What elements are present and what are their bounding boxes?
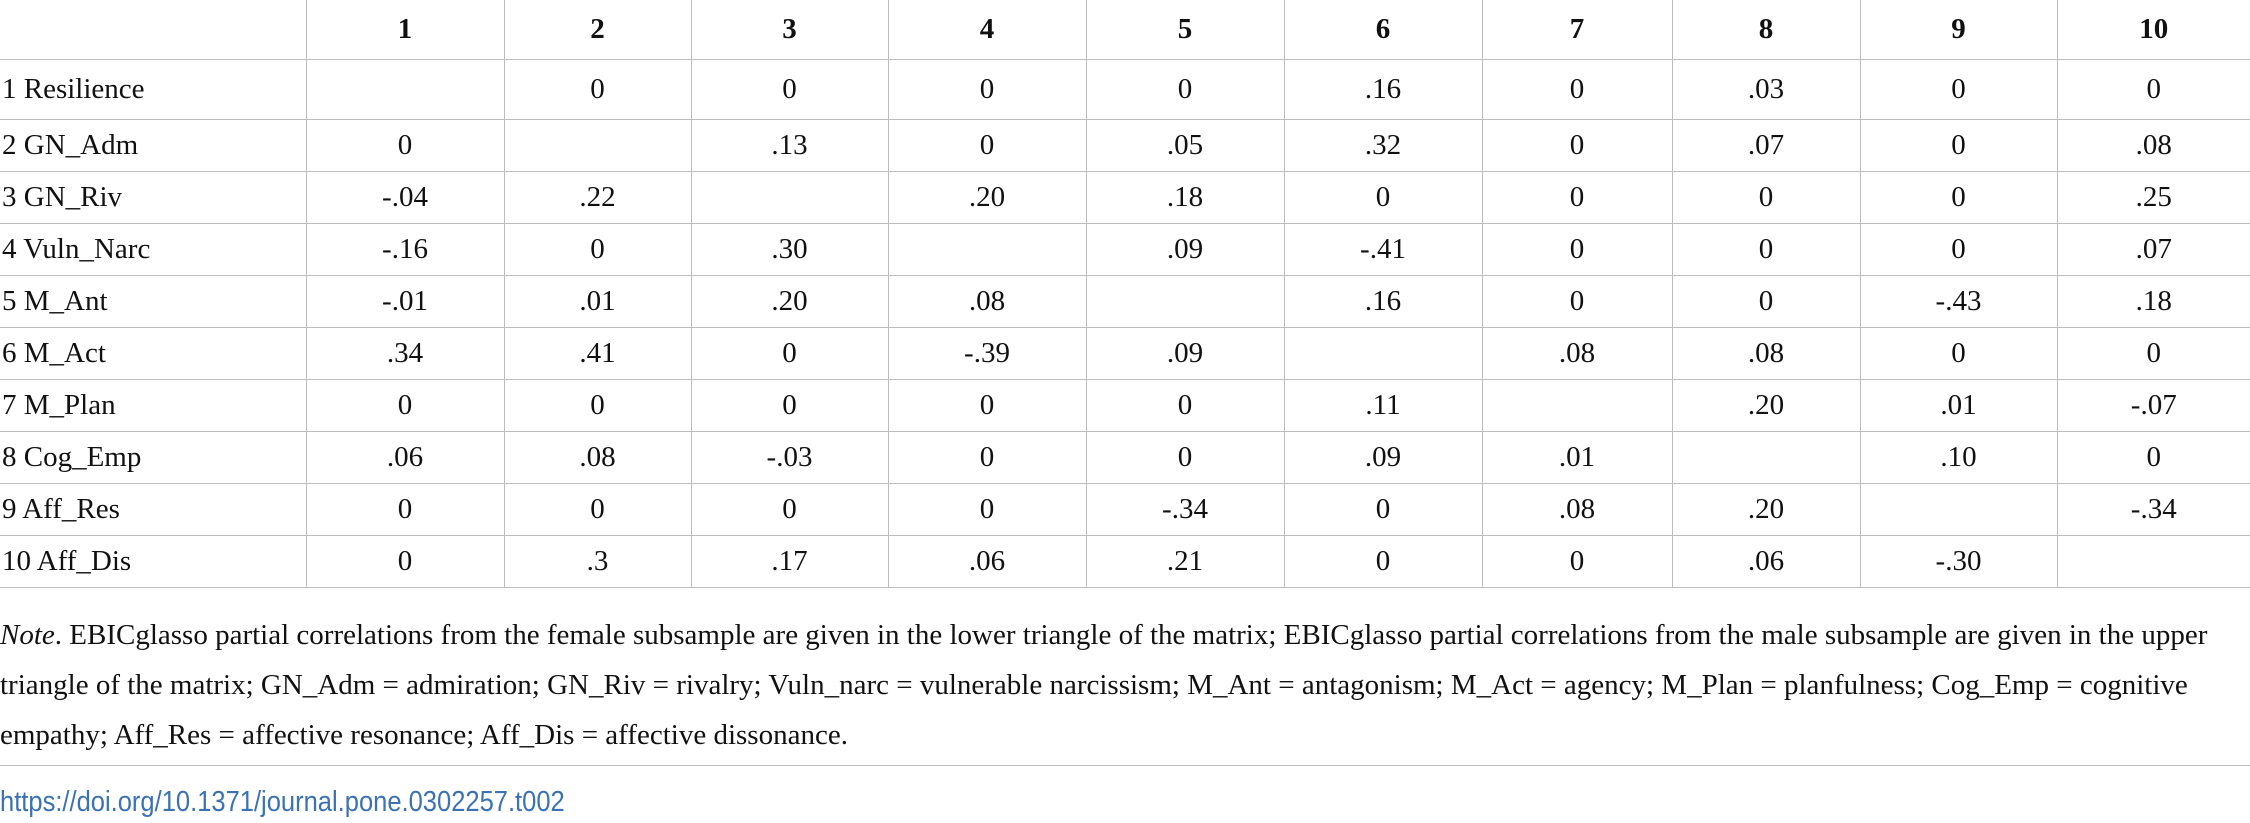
- table-row: [0, 172, 2250, 224]
- table-cell: .20: [691, 276, 888, 328]
- table-cell: 0: [1284, 172, 1482, 224]
- table-cell: 0: [504, 484, 691, 536]
- table-cell: 0: [1860, 60, 2057, 120]
- table-cell: .08: [1482, 328, 1672, 380]
- table-cell: 0: [1482, 276, 1672, 328]
- column-header: 3: [691, 0, 888, 60]
- row-label: 2 GN_Adm: [0, 120, 306, 172]
- table-cell: .03: [1672, 60, 1860, 120]
- table-cell: .34: [306, 328, 504, 380]
- table-cell: 0: [888, 60, 1086, 120]
- table-cell: .20: [888, 172, 1086, 224]
- row-label: 1 Resilience: [0, 60, 306, 120]
- table-cell: -.34: [2057, 484, 2250, 536]
- row-label: 8 Cog_Emp: [0, 432, 306, 484]
- table-cell: 0: [306, 536, 504, 588]
- table-cell: [1482, 380, 1672, 432]
- table-cell: .17: [691, 536, 888, 588]
- table-cell: .01: [1860, 380, 2057, 432]
- table-row: [0, 328, 2250, 380]
- table-cell: -.16: [306, 224, 504, 276]
- table-cell: 0: [1482, 224, 1672, 276]
- table-cell: 0: [2057, 432, 2250, 484]
- table-row: [0, 120, 2250, 172]
- table-cell: 0: [888, 380, 1086, 432]
- table-cell: .10: [1860, 432, 2057, 484]
- table-cell: .08: [504, 432, 691, 484]
- column-header: 9: [1860, 0, 2057, 60]
- table-cell: .22: [504, 172, 691, 224]
- table-cell: -.04: [306, 172, 504, 224]
- table-cell: [504, 120, 691, 172]
- row-label: 5 M_Ant: [0, 276, 306, 328]
- table-cell: .06: [888, 536, 1086, 588]
- row-label: 7 M_Plan: [0, 380, 306, 432]
- table-cell: .01: [1482, 432, 1672, 484]
- note-lead: Note: [0, 619, 55, 651]
- table-cell: [1672, 432, 1860, 484]
- table-cell: -.34: [1086, 484, 1284, 536]
- table-cell: -.43: [1860, 276, 2057, 328]
- table-cell: [306, 60, 504, 120]
- table-cell: 0: [1482, 120, 1672, 172]
- table-cell: 0: [2057, 60, 2250, 120]
- table-cell: -.39: [888, 328, 1086, 380]
- column-header: 4: [888, 0, 1086, 60]
- row-label: 4 Vuln_Narc: [0, 224, 306, 276]
- corner-cell: [0, 0, 306, 60]
- table-cell: .06: [306, 432, 504, 484]
- table-cell: -.41: [1284, 224, 1482, 276]
- table-cell: .07: [2057, 224, 2250, 276]
- table-cell: .08: [1672, 328, 1860, 380]
- table-row: [0, 432, 2250, 484]
- table-row: [0, 60, 2250, 120]
- column-header: 2: [504, 0, 691, 60]
- row-label: 6 M_Act: [0, 328, 306, 380]
- row-label: 9 Aff_Res: [0, 484, 306, 536]
- table-row: [0, 536, 2250, 588]
- table-cell: .18: [1086, 172, 1284, 224]
- table-cell: .06: [1672, 536, 1860, 588]
- table-cell: .09: [1086, 328, 1284, 380]
- column-header: 1: [306, 0, 504, 60]
- table-cell: .20: [1672, 380, 1860, 432]
- doi-link[interactable]: https://doi.org/10.1371/journal.pone.0302257.t002: [0, 786, 565, 818]
- table-cell: 0: [306, 484, 504, 536]
- table-cell: 0: [1860, 120, 2057, 172]
- table-cell: .32: [1284, 120, 1482, 172]
- table-row: [0, 380, 2250, 432]
- table-cell: [2057, 536, 2250, 588]
- table-row: [0, 276, 2250, 328]
- table-cell: .09: [1284, 432, 1482, 484]
- table-cell: -.03: [691, 432, 888, 484]
- table-cell: 0: [1284, 484, 1482, 536]
- table-cell: 0: [691, 484, 888, 536]
- table-row: [0, 484, 2250, 536]
- table-cell: 0: [504, 380, 691, 432]
- table-cell: .08: [1482, 484, 1672, 536]
- table-cell: .25: [2057, 172, 2250, 224]
- table-cell: 0: [1482, 536, 1672, 588]
- note-text: . EBICglasso partial correlations from the female subsample are given in the lower triangle of the matrix; EBICglasso partial correlations from the male subsample are given in the upper triangle of the matrix; GN_Adm = admiration; GN_Riv = rivalry; Vuln_narc = vulnerable narcissism; M_Ant = antagonism; M_Act = agency; M_Plan = planfulness; Cog_Emp = cognitive empathy; Aff_Res = affective resonance; Aff_Dis = affective dissonance.: [0, 619, 2208, 751]
- table-cell: .21: [1086, 536, 1284, 588]
- table-cell: 0: [1860, 328, 2057, 380]
- table-cell: .08: [2057, 120, 2250, 172]
- table-cell: [888, 224, 1086, 276]
- table-cell: 0: [1086, 380, 1284, 432]
- column-header: 6: [1284, 0, 1482, 60]
- table-cell: .20: [1672, 484, 1860, 536]
- table-cell: .18: [2057, 276, 2250, 328]
- table-cell: .09: [1086, 224, 1284, 276]
- column-header: 7: [1482, 0, 1672, 60]
- divider: [0, 765, 2250, 766]
- table-cell: .3: [504, 536, 691, 588]
- table-cell: 0: [888, 484, 1086, 536]
- table-cell: -.30: [1860, 536, 2057, 588]
- table-cell: 0: [306, 120, 504, 172]
- column-header: 10: [2057, 0, 2250, 60]
- table-cell: 0: [1086, 432, 1284, 484]
- table-cell: -.01: [306, 276, 504, 328]
- table-cell: [1284, 328, 1482, 380]
- table-cell: [1860, 484, 2057, 536]
- table-cell: .07: [1672, 120, 1860, 172]
- table-cell: .13: [691, 120, 888, 172]
- table-cell: 0: [691, 328, 888, 380]
- table-cell: 0: [504, 224, 691, 276]
- column-header: 8: [1672, 0, 1860, 60]
- table-cell: .41: [504, 328, 691, 380]
- table-cell: .16: [1284, 276, 1482, 328]
- table-cell: 0: [1086, 60, 1284, 120]
- table-note: [0, 610, 2235, 760]
- table-cell: 0: [1860, 224, 2057, 276]
- table-cell: 0: [1672, 224, 1860, 276]
- table-cell: 0: [1284, 536, 1482, 588]
- table-cell: 0: [1672, 276, 1860, 328]
- table-cell: -.07: [2057, 380, 2250, 432]
- table-cell: .08: [888, 276, 1086, 328]
- table-cell: .30: [691, 224, 888, 276]
- table-cell: 0: [888, 120, 1086, 172]
- table-cell: 0: [2057, 328, 2250, 380]
- table-cell: [1086, 276, 1284, 328]
- table-body: [0, 60, 2250, 588]
- table-cell: 0: [691, 380, 888, 432]
- table-row: [0, 224, 2250, 276]
- table-cell: 0: [1482, 172, 1672, 224]
- header-row: [0, 0, 2250, 60]
- row-label: 3 GN_Riv: [0, 172, 306, 224]
- row-label: 10 Aff_Dis: [0, 536, 306, 588]
- table-cell: 0: [1860, 172, 2057, 224]
- table-cell: 0: [1482, 60, 1672, 120]
- table-cell: 0: [1672, 172, 1860, 224]
- table-cell: .05: [1086, 120, 1284, 172]
- table-cell: .16: [1284, 60, 1482, 120]
- table-cell: 0: [691, 60, 888, 120]
- table-cell: [691, 172, 888, 224]
- table-cell: .01: [504, 276, 691, 328]
- table-cell: .11: [1284, 380, 1482, 432]
- column-header: 5: [1086, 0, 1284, 60]
- table-cell: 0: [306, 380, 504, 432]
- table-cell: 0: [888, 432, 1086, 484]
- table-cell: 0: [504, 60, 691, 120]
